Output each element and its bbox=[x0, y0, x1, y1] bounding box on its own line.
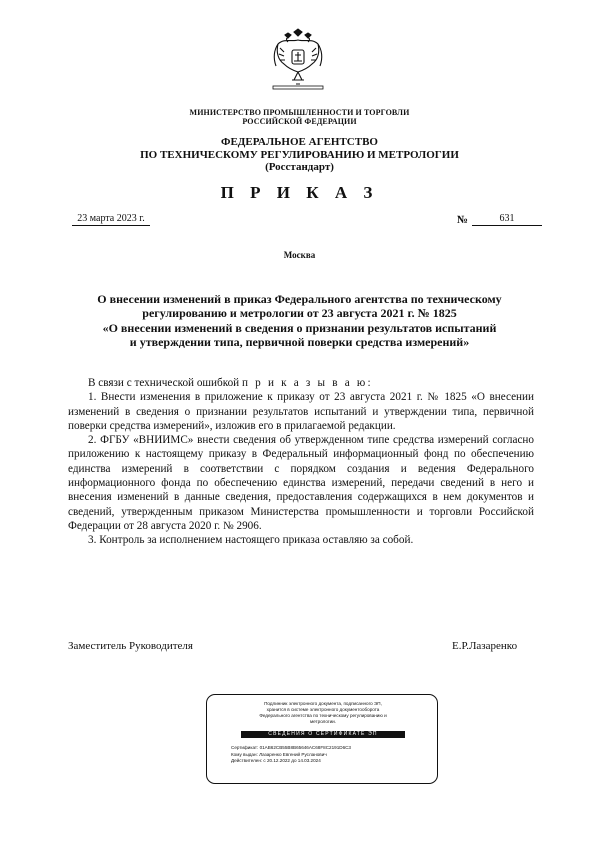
document-type-heading: П Р И К А З bbox=[220, 183, 379, 202]
title-line-1: О внесении изменений в приказ Федерального агентства по техническому bbox=[97, 292, 502, 306]
paragraph-2: 2. ФГБУ «ВНИИМС» внести сведения об утвержденном типе средства измерений согласно приложению к настоящему приказу в Федеральный информационный фонд по обеспечению единства измерений в соответствии с порядком создания и ведения Федерального информационного фонда по обеспечению единства измерений, передачи сведений в него и внесения изменений в данные сведения, предоставления содержащихся в нем документов и сведений, утвержденным приказом Министерства промышленности и торговли Российской Федерации от 28 августа 2020 г. № 2906. bbox=[68, 434, 534, 532]
paragraph-1: 1. Внести изменения в приложение к приказу от 23 августа 2021 г. № 1825 «О внесении изменений в сведения о признании результатов испытаний и утверждении типа, первичной поверки средства измерений», изложив его в прилагаемой редакции. bbox=[68, 391, 534, 432]
stamp-line-4: метрологии. bbox=[309, 719, 337, 724]
intro-paragraph bbox=[68, 376, 534, 390]
stamp-line-2: хранится в системе электронного документооборота bbox=[266, 707, 380, 712]
agency-name bbox=[0, 136, 599, 174]
ministry-line-1: МИНИСТЕРСТВО ПРОМЫШЛЕННОСТИ И ТОРГОВЛИ bbox=[189, 108, 410, 117]
order-number: 631 bbox=[472, 212, 542, 226]
stamp-line-1: Подлинник электронного документа, подписанного ЭП, bbox=[264, 701, 382, 706]
stamp-validity: Действителен: с 20.12.2022 до 14.03.2024 bbox=[231, 758, 321, 764]
stamp-owner: Кому выдан: Лазаренко Евгений Русланович bbox=[231, 751, 327, 757]
order-number-label: № bbox=[457, 214, 469, 226]
ministry-line-2: РОССИЙСКОЙ ФЕДЕРАЦИИ bbox=[242, 117, 357, 126]
stamp-line-3: Федерального агентства по техническому регулированию и bbox=[259, 713, 387, 718]
agency-line-2: ПО ТЕХНИЧЕСКОМУ РЕГУЛИРОВАНИЮ И МЕТРОЛОГИИ bbox=[140, 148, 459, 161]
stamp-certificate-bar: СВЕДЕНИЯ О СЕРТИФИКАТЕ ЭП bbox=[241, 731, 405, 738]
stamp-certificate: Сертификат: 01AB62CB55B8B65646AC68F8C2191D6C3 bbox=[231, 745, 351, 750]
agency-line-1: ФЕДЕРАЛЬНОЕ АГЕНТСТВО bbox=[221, 136, 378, 148]
signatory-position: Заместитель Руководителя bbox=[68, 640, 193, 652]
title-line-2: регулированию и метрологии от 23 августа 2021 г. № 1825 bbox=[142, 306, 457, 321]
order-title bbox=[0, 292, 599, 349]
ministry-name bbox=[0, 108, 599, 126]
order-date: 23 марта 2023 г. bbox=[72, 212, 150, 226]
city: Москва bbox=[283, 250, 316, 260]
order-body bbox=[68, 376, 534, 548]
electronic-signature-stamp bbox=[206, 694, 438, 784]
title-line-3: «О внесении изменений в сведения о признании результатов испытаний bbox=[102, 320, 497, 335]
signatory-name: Е.Р.Лазаренко bbox=[452, 640, 518, 652]
coat-of-arms-emblem bbox=[272, 28, 324, 90]
stamp-header bbox=[207, 701, 439, 725]
intro-order-word: п р и к а з ы в а ю: bbox=[241, 377, 373, 389]
title-line-4: и утверждении типа, первичной поверки средства измерений» bbox=[129, 334, 470, 349]
agency-line-3: (Росстандарт) bbox=[265, 161, 334, 173]
paragraph-3: 3. Контроль за исполнением настоящего приказа оставляю за собой. bbox=[88, 534, 414, 547]
intro-text: В связи с технической ошибкой bbox=[88, 377, 240, 389]
stamp-details bbox=[231, 745, 351, 765]
